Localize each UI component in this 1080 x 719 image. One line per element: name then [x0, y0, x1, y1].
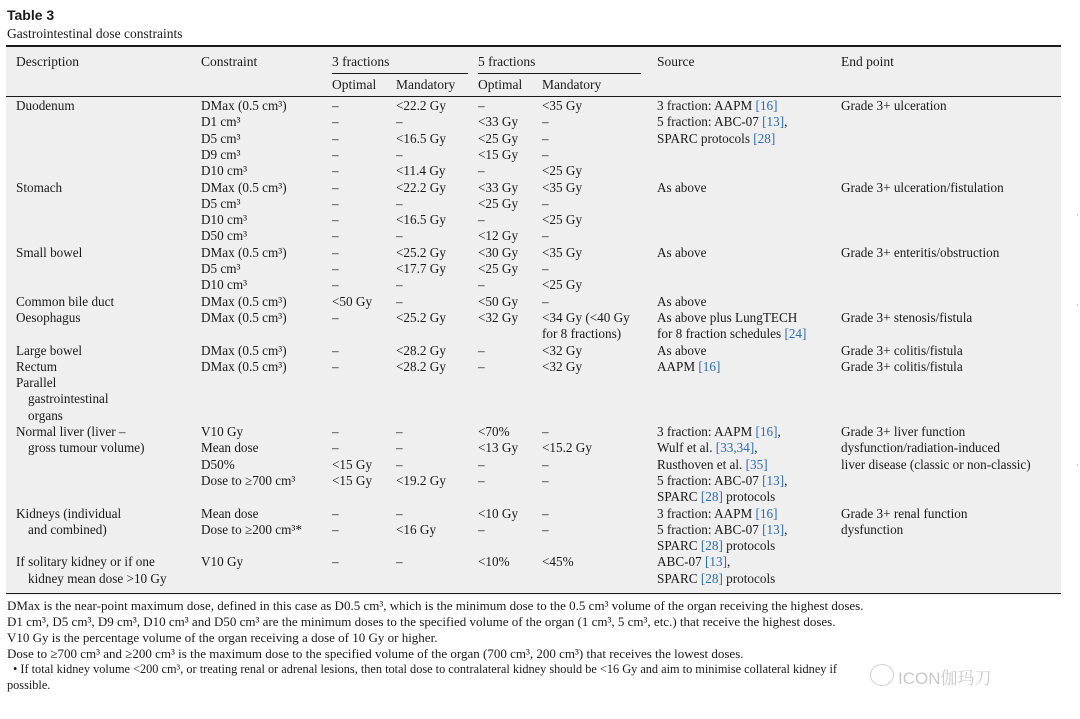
cell-mandatory-5: <25 Gy	[542, 277, 583, 293]
cell-description: Common bile duct	[16, 293, 115, 309]
cell-description: kidney mean dose >10 Gy	[28, 570, 167, 586]
cell-end-point: Grade 3+ colitis/fistula	[841, 358, 963, 374]
cell-optimal-5: –	[478, 163, 485, 179]
reference-link[interactable]: [28]	[700, 489, 723, 505]
header-rule	[6, 96, 1061, 97]
cell-mandatory-3: <16.5 Gy	[396, 130, 446, 146]
footnote: DMax is the near-point maximum dose, defined in this case as D0.5 cm³, which is the minimum dose to the 0.5 cm³ volume of the organ receiving the highest doses.	[7, 598, 864, 613]
cell-mandatory-3: –	[396, 277, 403, 293]
header-optimal-3: Optimal	[332, 77, 377, 92]
cell-constraint: DMax (0.5 cm³)	[201, 98, 287, 113]
cell-constraint: Mean dose	[201, 505, 259, 521]
reference-link[interactable]: [28]	[700, 538, 723, 554]
footnote: • If total kidney volume <200 cm³, or treating renal or adrenal lesions, then total dose to contralateral kidney should be <16 Gy and aim to minimise collateral kidney if	[13, 662, 838, 676]
cell-constraint: D9 cm³	[201, 146, 241, 162]
footnote: Dose to ≥700 cm³ and ≥200 cm³ is the maximum dose to the specified volume of the organ (700 cm³, 200 cm³) that receives the lowest doses.	[7, 646, 744, 661]
cell-mandatory-5: –	[542, 472, 549, 488]
cell-mandatory-5: –	[542, 505, 549, 521]
cell-constraint: DMax (0.5 cm³)	[201, 179, 287, 195]
cell-optimal-3: –	[332, 98, 339, 113]
reference-link[interactable]: [16]	[698, 358, 721, 374]
cell-end-point: dysfunction/radiation-induced	[841, 440, 1000, 456]
header-3-fractions: 3 fractions	[332, 54, 390, 69]
cell-end-point: Grade 3+ ulceration	[841, 98, 947, 113]
cell-end-point: dysfunction	[841, 521, 904, 537]
cell-source: ABC-07 [13],	[657, 554, 731, 570]
cell-mandatory-5: <35 Gy	[542, 244, 583, 260]
cell-source: 5 fraction: ABC-07 [13],	[657, 472, 788, 488]
cell-mandatory-5: <45%	[542, 554, 574, 570]
cell-optimal-3: <15 Gy	[332, 456, 373, 472]
reference-link[interactable]: [13]	[705, 554, 727, 570]
cell-description: Large bowel	[16, 342, 83, 358]
cell-mandatory-5: –	[542, 146, 549, 162]
cell-mandatory-5: –	[542, 424, 549, 439]
cell-optimal-3: –	[332, 424, 339, 439]
cell-mandatory-3: <19.2 Gy	[396, 472, 446, 488]
reference-link[interactable]: [16]	[755, 98, 778, 113]
cell-mandatory-3: <22.2 Gy	[396, 179, 446, 195]
cell-constraint: DMax (0.5 cm³)	[201, 309, 287, 325]
watermark-text: ICON伽玛刀	[898, 669, 992, 688]
cell-mandatory-5: <32 Gy	[542, 342, 583, 358]
cell-mandatory-5: –	[542, 228, 549, 244]
reference-link[interactable]: [28]	[753, 130, 776, 146]
header-source: Source	[657, 54, 695, 69]
cell-end-point: Grade 3+ colitis/fistula	[841, 342, 963, 358]
cell-mandatory-3: –	[396, 505, 403, 521]
cell-source: 3 fraction: AAPM [16],	[657, 424, 781, 439]
cell-optimal-3: –	[332, 195, 339, 211]
cell-source: for 8 fraction schedules [24]	[657, 326, 807, 342]
cell-mandatory-3: –	[396, 456, 403, 472]
cell-source: 5 fraction: ABC-07 [13],	[657, 114, 788, 130]
cell-optimal-3: <15 Gy	[332, 472, 373, 488]
cell-optimal-5: –	[478, 358, 485, 374]
cell-source: As above	[657, 293, 707, 309]
footnote: V10 Gy is the percentage volume of the organ receiving a dose of 10 Gy or higher.	[7, 630, 438, 645]
cell-optimal-3: <50 Gy	[332, 293, 373, 309]
cell-optimal-5: <10%	[478, 554, 510, 570]
cell-mandatory-3: –	[396, 424, 403, 439]
cell-description: Stomach	[16, 179, 63, 195]
reference-link[interactable]: [13]	[762, 114, 785, 130]
cell-optimal-3: –	[332, 130, 339, 146]
reference-link[interactable]: [16]	[755, 505, 778, 521]
cell-optimal-3: –	[332, 505, 339, 521]
group-rule-5	[478, 73, 641, 74]
cell-optimal-5: <32 Gy	[478, 309, 519, 325]
reference-link[interactable]: [13]	[762, 472, 785, 488]
cell-mandatory-3: –	[396, 146, 403, 162]
cell-mandatory-5: <34 Gy (<40 Gy	[542, 309, 630, 325]
cell-description: organs	[28, 407, 63, 423]
cell-end-point: liver disease (classic or non-classic)	[841, 456, 1031, 472]
cell-source: Rusthoven et al. [35]	[657, 456, 768, 472]
cell-optimal-5: <25 Gy	[478, 195, 519, 211]
cell-optimal-3: –	[332, 342, 339, 358]
cell-source: As above	[657, 342, 707, 358]
header-optimal-5: Optimal	[478, 77, 523, 92]
cell-constraint: D5 cm³	[201, 195, 241, 211]
cell-optimal-3: –	[332, 114, 339, 130]
cell-optimal-5: <13 Gy	[478, 440, 519, 456]
cell-optimal-5: –	[478, 521, 485, 537]
cell-optimal-3: –	[332, 261, 339, 276]
cell-description: Parallel	[16, 375, 57, 391]
cell-optimal-5: –	[478, 212, 485, 228]
cell-mandatory-5: –	[542, 293, 549, 309]
cell-source: 3 fraction: AAPM [16]	[657, 505, 778, 521]
cell-source: AAPM [16]	[657, 358, 721, 374]
cell-constraint: V10 Gy	[201, 554, 244, 570]
cell-mandatory-3: –	[396, 195, 403, 211]
cell-optimal-5: <25 Gy	[478, 130, 519, 146]
cell-optimal-5: <33 Gy	[478, 179, 519, 195]
cell-optimal-3: –	[332, 163, 339, 179]
cell-source: SPARC [28] protocols	[657, 538, 776, 554]
header-end-point: End point	[841, 54, 894, 69]
cell-source: As above	[657, 179, 707, 195]
cell-mandatory-3: <25.2 Gy	[396, 244, 446, 260]
cell-description: gross tumour volume)	[28, 440, 145, 456]
cell-source: SPARC protocols [28]	[657, 130, 776, 146]
cell-mandatory-3: –	[396, 293, 403, 309]
cell-mandatory-5: –	[542, 114, 549, 130]
cell-optimal-3: –	[332, 228, 339, 244]
watermark-logo-icon	[870, 664, 894, 686]
cell-mandatory-3: <16.5 Gy	[396, 212, 446, 228]
table-title: Gastrointestinal dose constraints	[7, 26, 183, 41]
cell-constraint: D5 cm³	[201, 130, 241, 146]
cell-optimal-5: <50 Gy	[478, 293, 519, 309]
cell-optimal-5: –	[478, 456, 485, 472]
cell-mandatory-5: <32 Gy	[542, 358, 583, 374]
group-rule-3	[332, 73, 468, 74]
cell-mandatory-3: <11.4 Gy	[396, 163, 446, 179]
footnote: D1 cm³, D5 cm³, D9 cm³, D10 cm³ and D50 cm³ are the minimum doses to the specified volume of the organ (1 cm³, 5 cm³, etc.) that receive the highest doses.	[7, 614, 836, 629]
cell-constraint: DMax (0.5 cm³)	[201, 293, 287, 309]
cell-constraint: Dose to ≥200 cm³*	[201, 521, 302, 537]
cell-optimal-3: –	[332, 358, 339, 374]
cell-optimal-5: –	[478, 472, 485, 488]
cell-constraint: D10 cm³	[201, 163, 248, 179]
cell-description: Kidneys (individual	[16, 505, 122, 521]
edge-mark: ·	[1076, 460, 1079, 470]
cell-mandatory-5: –	[542, 130, 549, 146]
cell-mandatory-5: <15.2 Gy	[542, 440, 592, 456]
cell-mandatory-3: <28.2 Gy	[396, 358, 446, 374]
edge-mark: ·	[1076, 210, 1079, 220]
cell-mandatory-5: <25 Gy	[542, 212, 583, 228]
dose-constraints-table	[6, 45, 1061, 595]
cell-constraint: D50%	[201, 456, 235, 472]
cell-optimal-5: <30 Gy	[478, 244, 519, 260]
cell-constraint: Mean dose	[201, 440, 259, 456]
header-5-fractions: 5 fractions	[478, 54, 536, 69]
cell-constraint: D5 cm³	[201, 261, 241, 276]
cell-mandatory-3: <16 Gy	[396, 521, 437, 537]
cell-mandatory-5: –	[542, 195, 549, 211]
cell-mandatory-3: <25.2 Gy	[396, 309, 446, 325]
cell-optimal-5: <70%	[478, 424, 510, 439]
cell-mandatory-5: –	[542, 261, 549, 276]
cell-mandatory-3: <22.2 Gy	[396, 98, 446, 113]
cell-mandatory-5: –	[542, 456, 549, 472]
cell-end-point: Grade 3+ enteritis/obstruction	[841, 244, 1000, 260]
cell-constraint: DMax (0.5 cm³)	[201, 358, 287, 374]
table-label: Table 3	[7, 7, 55, 23]
cell-mandatory-3: –	[396, 440, 403, 456]
cell-description: Oesophagus	[16, 309, 81, 325]
cell-mandatory-5: <25 Gy	[542, 163, 583, 179]
cell-description: Duodenum	[16, 98, 75, 113]
header-mandatory-5: Mandatory	[542, 77, 602, 92]
cell-end-point: Grade 3+ liver function	[841, 424, 966, 439]
cell-optimal-3: –	[332, 179, 339, 195]
cell-end-point: Grade 3+ stenosis/fistula	[841, 309, 973, 325]
cell-constraint: D1 cm³	[201, 114, 241, 130]
header-description: Description	[16, 54, 79, 69]
cell-mandatory-3: –	[396, 114, 403, 130]
header-mandatory-3: Mandatory	[396, 77, 456, 92]
cell-mandatory-3: <17.7 Gy	[396, 261, 446, 276]
cell-optimal-3: –	[332, 212, 339, 228]
cell-optimal-3: –	[332, 554, 339, 570]
cell-optimal-3: –	[332, 277, 339, 293]
top-rule	[6, 45, 1061, 47]
cell-optimal-3: –	[332, 309, 339, 325]
cell-mandatory-5: <35 Gy	[542, 98, 583, 113]
cell-optimal-3: –	[332, 244, 339, 260]
cell-mandatory-3: <28.2 Gy	[396, 342, 446, 358]
cell-constraint: DMax (0.5 cm³)	[201, 342, 287, 358]
cell-optimal-3: –	[332, 146, 339, 162]
edge-mark: ·	[1076, 300, 1079, 310]
cell-constraint: DMax (0.5 cm³)	[201, 244, 287, 260]
header-constraint: Constraint	[201, 54, 258, 69]
reference-link[interactable]: [24]	[784, 326, 807, 342]
cell-constraint: D50 cm³	[201, 228, 248, 244]
footnote: possible.	[7, 678, 51, 692]
cell-source: As above	[657, 244, 707, 260]
cell-optimal-5: –	[478, 98, 485, 113]
cell-optimal-3: –	[332, 521, 339, 537]
cell-source: 5 fraction: ABC-07 [13],	[657, 521, 788, 537]
cell-description: Rectum	[16, 358, 58, 374]
cell-mandatory-3: –	[396, 554, 403, 570]
cell-description: If solitary kidney or if one	[16, 554, 155, 570]
reference-link[interactable]: [35]	[745, 456, 768, 472]
cell-constraint: D10 cm³	[201, 277, 248, 293]
cell-source: SPARC [28] protocols	[657, 570, 776, 586]
cell-constraint: D10 cm³	[201, 212, 248, 228]
cell-constraint: V10 Gy	[201, 424, 244, 439]
cell-optimal-5: <10 Gy	[478, 505, 519, 521]
cell-end-point: Grade 3+ ulceration/fistulation	[841, 179, 1004, 195]
cell-description: Small bowel	[16, 244, 83, 260]
cell-optimal-5: <15 Gy	[478, 146, 519, 162]
reference-link[interactable]: [16]	[755, 424, 778, 439]
reference-link[interactable]: [28]	[700, 570, 723, 586]
cell-source: As above plus LungTECH	[657, 309, 798, 325]
cell-optimal-5: <25 Gy	[478, 261, 519, 276]
cell-mandatory-5: <35 Gy	[542, 179, 583, 195]
cell-optimal-5: –	[478, 342, 485, 358]
cell-mandatory-3: –	[396, 228, 403, 244]
cell-description: Normal liver (liver –	[16, 424, 126, 439]
cell-mandatory-5: for 8 fractions)	[542, 326, 622, 342]
cell-end-point: Grade 3+ renal function	[841, 505, 968, 521]
cell-optimal-5: –	[478, 277, 485, 293]
cell-optimal-5: <12 Gy	[478, 228, 519, 244]
cell-source: Wulf et al. [33,34],	[657, 440, 758, 456]
cell-description: and combined)	[28, 521, 107, 537]
cell-optimal-3: –	[332, 440, 339, 456]
cell-description: gastrointestinal	[28, 391, 109, 407]
bottom-rule	[6, 593, 1061, 594]
cell-mandatory-5: –	[542, 521, 549, 537]
cell-source: SPARC [28] protocols	[657, 489, 776, 505]
watermark	[868, 662, 1048, 688]
cell-optimal-5: <33 Gy	[478, 114, 519, 130]
reference-link[interactable]: [33,34]	[715, 440, 755, 456]
reference-link[interactable]: [13]	[762, 521, 785, 537]
cell-constraint: Dose to ≥700 cm³	[201, 472, 296, 488]
cell-source: 3 fraction: AAPM [16]	[657, 98, 778, 113]
